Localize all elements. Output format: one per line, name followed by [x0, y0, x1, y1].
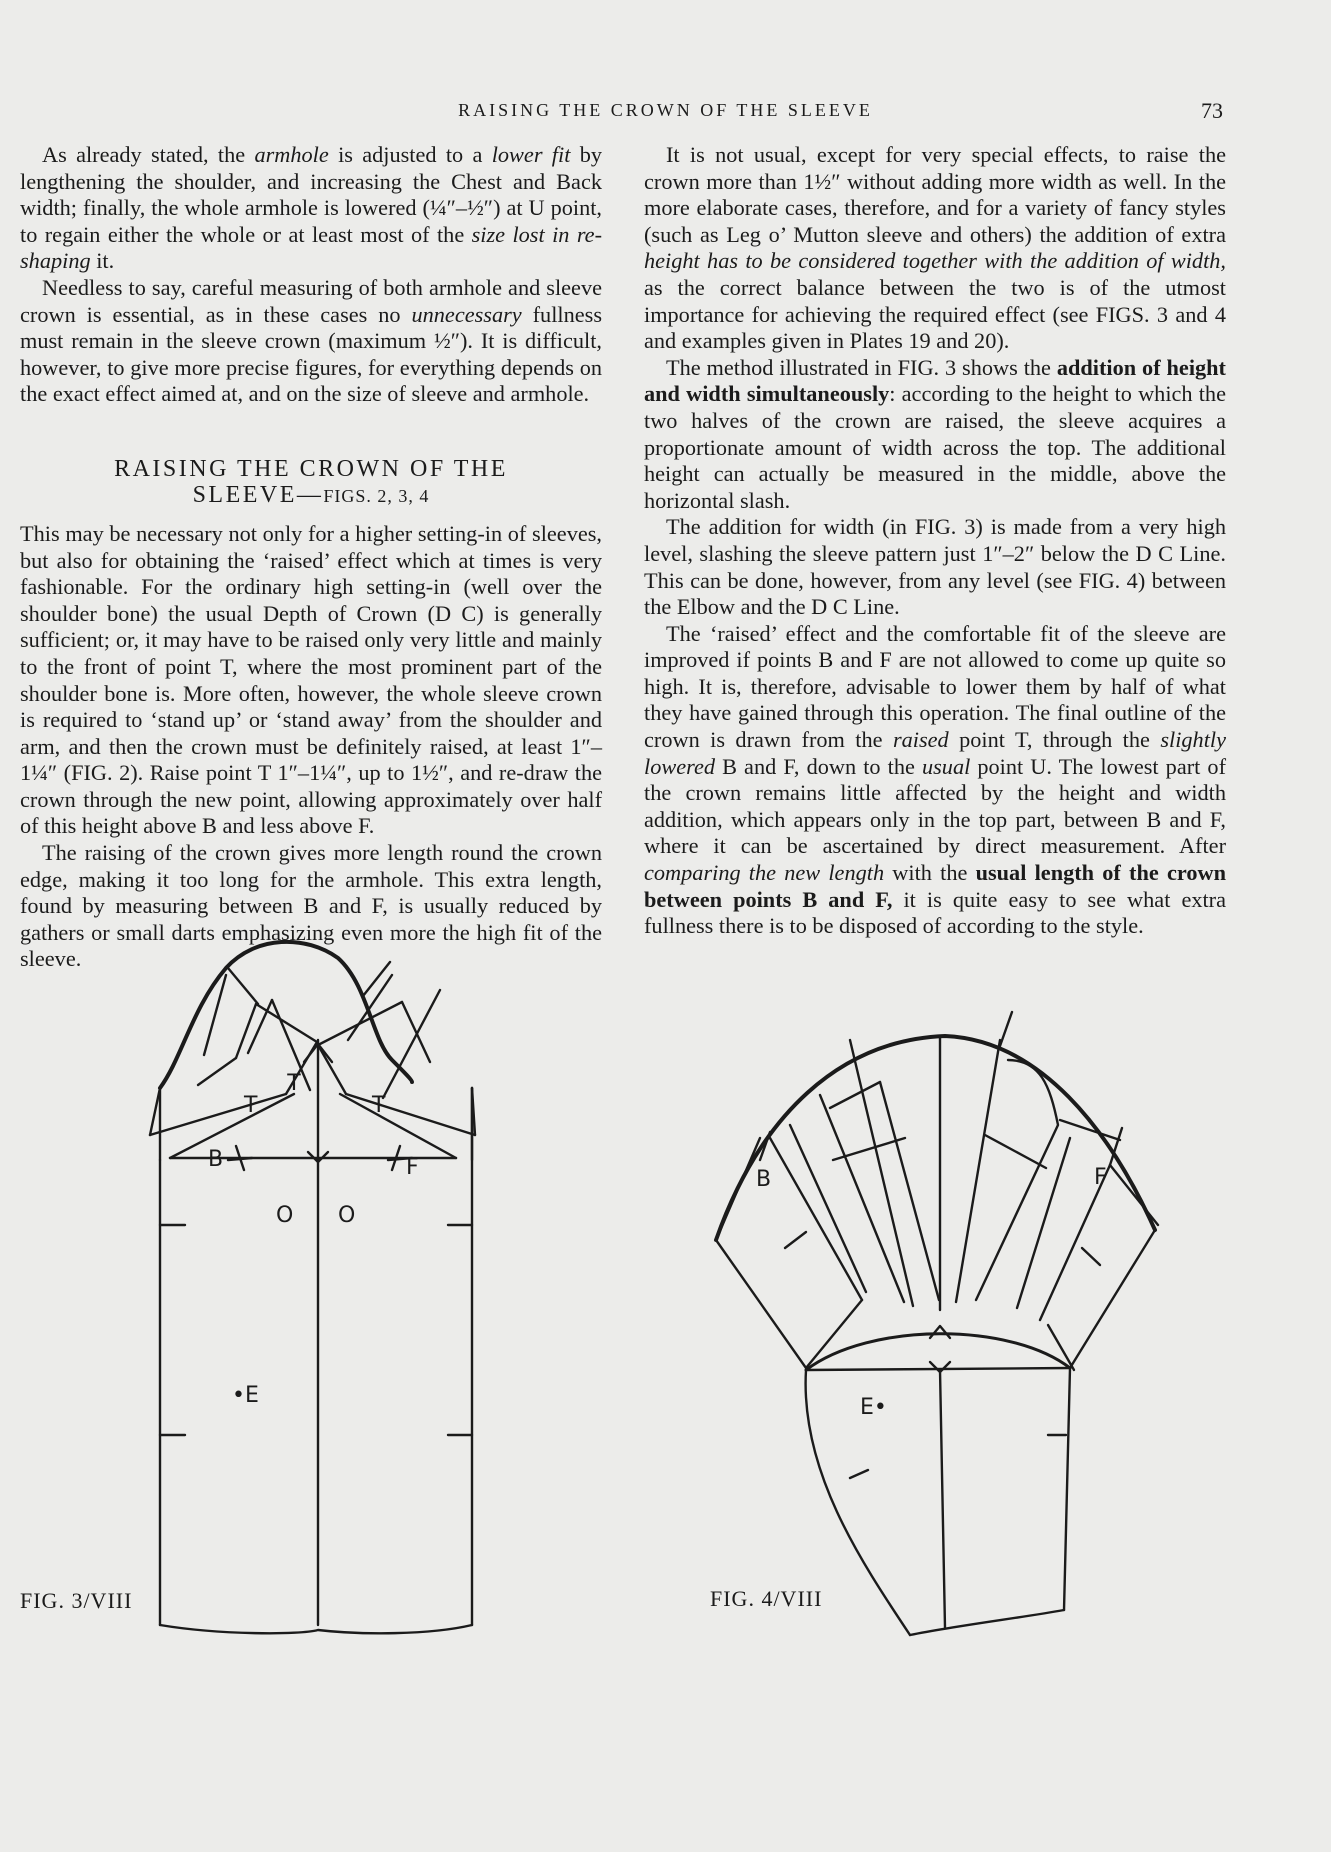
section-heading: RAISING THE CROWN OF THE SLEEVE—FIGS. 2, 3, 4 [114, 455, 508, 508]
paragraph: This may be necessary not only for a higher setting-in of sleeves, but also for obtaining the ‘raised’ effect which at times is very fashionable. For the ordinary high setting-in (well over the shoulder bone) the usual Depth of Crown (D C) is generally sufficient; or, it may have to be raised only very little and mainly to the front of point T, where the most prominent part of the shoulder bone is. More often, however, the whole sleeve crown is required to ‘stand up’ or ‘stand away’ from the shoulder and arm, and then the crown must be definitely raised, at least 1″–1¼″ (FIG. 2). Raise point T 1″–1¼″, up to 1½″, and re-draw the crown through the new point, allowing approximately over half of this height above B and less above F. [20, 520, 602, 839]
fig3-sleeve-diagram [140, 942, 475, 1633]
fig4-label-e: E• [860, 1395, 887, 1420]
fig4-labels [756, 1165, 1107, 1420]
fig4-label-b: B [756, 1167, 772, 1192]
paragraph: The addition for width (in FIG. 3) is made from a very high level, slashing the sleeve pattern just 1″–2″ below the D C Line. This can be done, however, from any level (see FIG. 4) between the Elbow and the D C Line. [644, 514, 1226, 620]
fig4-label-f: F [1094, 1165, 1107, 1190]
fig3-label-f: F [406, 1155, 419, 1180]
fig3-caption: FIG. 3/VIII [20, 1588, 133, 1613]
paragraph: The ‘raised’ effect and the comfortable fit of the sleeve are improved if points B and F are not allowed to come up quite so high. It is, therefore, advisable to lower them by half of what they have gained through this operation. The final outline of the crown is drawn from the raised point T, through the slightly lowered B and F, down to the usual point U. The lowest part of the crown remains little affected by the height and width addition, which appears only in the top part, between B and F, where it can be ascertained by direct measurement. After comparing the new length with the usual length of the crown between points B and F, it is quite easy to see what extra fullness there is to be disposed of according to the style. [644, 620, 1227, 939]
paragraph: It is not usual, except for very special effects, to raise the crown more than 1½″ without adding more width as well. In the more elaborate cases, therefore, and for a variety of fancy styles (such as Leg o’ Mutton sleeve and others) the addition of extra height has to be considered together with the addition of width, as the correct balance between the two is of the utmost importance for achieving the required effect (see FIGS. 3 and 4 and examples given in Plates 19 and 20). [644, 142, 1226, 354]
fig4-caption: FIG. 4/VIII [710, 1586, 823, 1611]
page-number: 73 [1201, 98, 1223, 123]
fig3-label-o-right: O [338, 1203, 356, 1228]
running-head: RAISING THE CROWN OF THE SLEEVE [458, 100, 873, 120]
paragraph: The raising of the crown gives more length round the crown edge, making it too long for the armhole. This extra length, found by measuring between B and F, is usually reduced by gathers or small darts emphasizing even more the high fit of the sleeve. [20, 840, 602, 972]
fig3-label-t-right: T [372, 1093, 386, 1118]
fig3-label-e: •E [232, 1383, 259, 1408]
paragraph: The method illustrated in FIG. 3 shows the addition of height and width simultaneously: according to the height to which the two halves of the crown are raised, the sleeve acquires a proportionate amount of width across the top. The additional height can actually be measured in the middle, above the horizontal slash. [644, 354, 1226, 513]
paragraph: Needless to say, careful measuring of both armhole and sleeve crown is essential, as in these cases no unnecessary fullness must remain in the sleeve crown (maximum ½″). It is difficult, however, to give more precise figures, for everything depends on the exact effect aimed at, and on the size of sleeve and armhole. [20, 274, 602, 407]
fig4-sleeve-diagram [716, 1012, 1158, 1635]
fig3-label-b: B [208, 1147, 224, 1172]
fig3-label-o-left: O [276, 1203, 294, 1228]
fig3-label-t-left: T [244, 1093, 258, 1118]
fig3-label-t-top: T [287, 1071, 301, 1096]
paragraph: As already stated, the armhole is adjusted to a lower fit by lengthening the shoulder, and increasing the Chest and Back width; finally, the whole armhole is lowered (¼″–½″) at U point, to regain either the whole or at least most of the size lost in re-shaping it. [20, 142, 603, 274]
